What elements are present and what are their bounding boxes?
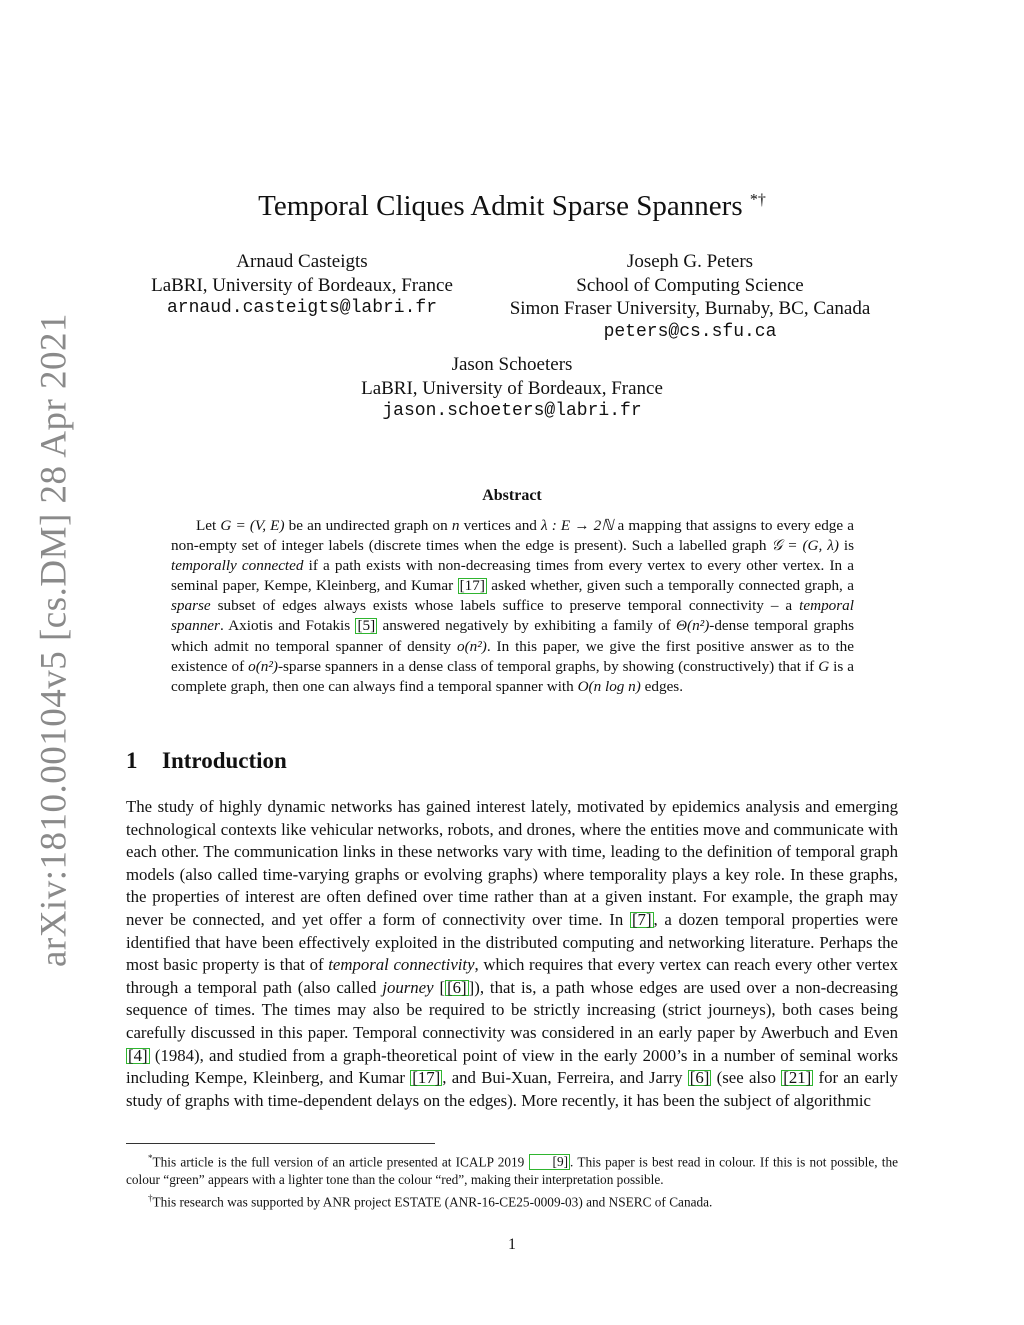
arxiv-identifier: arXiv:1810.00104v5 [cs.DM] 28 Apr 2021 xyxy=(33,312,75,968)
author-email[interactable]: jason.schoeters@labri.fr xyxy=(382,401,642,421)
citation-link[interactable]: [6] xyxy=(689,1068,710,1088)
math-expr: λ : E → 2ℕ xyxy=(541,517,614,534)
author-block-2 xyxy=(490,250,890,344)
citation-link[interactable]: [4] xyxy=(128,1045,148,1065)
footnote: †This research was supported by ANR project ESTATE (ANR-16-CE25-0009-03) and NSERC of Canada. xyxy=(148,1193,713,1210)
footnote-mark: † xyxy=(148,1193,153,1204)
emphasis: temporally connected xyxy=(171,557,304,575)
emphasis: temporal spanner xyxy=(171,597,854,635)
author-block-3 xyxy=(312,353,712,424)
title-footnote-marks: *† xyxy=(749,191,766,209)
section-title: Introduction xyxy=(162,748,287,773)
math-expr: n xyxy=(451,517,460,534)
math-expr: G = (V, E) xyxy=(220,517,285,534)
author-affiliation: LaBRI, University of Bordeaux, France xyxy=(361,377,663,399)
title-text: Temporal Cliques Admit Sparse Spanners xyxy=(258,190,743,222)
abstract-heading: Abstract xyxy=(482,487,542,504)
author-email[interactable]: peters@cs.sfu.ca xyxy=(603,321,777,342)
math-expr: Θ(n²) xyxy=(676,617,710,635)
math-expr: o(n²) xyxy=(248,657,278,675)
footnote: *This article is the full version of an article presented at ICALP 2019 [9] . This paper is best read in colour. If this is not possible, the colour “green” appears with a lighter tone than the colour “red”, making their interpretation possible. xyxy=(126,1153,898,1188)
citation-link[interactable]: [17] xyxy=(412,1068,441,1088)
footnote-mark: * xyxy=(148,1153,153,1163)
citation-link[interactable]: [6] xyxy=(447,977,467,997)
math-expr: o(n²) xyxy=(456,637,487,655)
emphasis: temporal connectivity xyxy=(328,955,475,975)
author-name: Joseph G. Peters xyxy=(626,251,754,272)
emphasis: sparse xyxy=(171,597,211,615)
author-email[interactable]: arnaud.casteigts@labri.fr xyxy=(166,298,438,318)
citation-link[interactable]: [17] xyxy=(459,577,485,595)
citation-link[interactable]: [9] xyxy=(529,1154,571,1170)
math-expr: 𝒢 = (G, λ) xyxy=(771,537,839,555)
citation-link[interactable]: [5] xyxy=(357,617,376,635)
paper-title xyxy=(0,190,1024,223)
section-heading xyxy=(126,748,287,774)
math-expr: G xyxy=(818,657,830,675)
author-block-1 xyxy=(142,250,462,321)
citation-link[interactable]: [7] xyxy=(631,909,652,929)
footnote-rule xyxy=(126,1143,435,1144)
page-number: 1 xyxy=(508,1236,516,1253)
author-name: Jason Schoeters xyxy=(451,354,573,375)
author-affiliation-2: Simon Fraser University, Burnaby, BC, Canada xyxy=(509,298,871,319)
introduction-paragraph: The study of highly dynamic networks has gained interest lately, motivated by epidemics analysis and emerging technological contexts like vehicular networks, robots, and drones, where the entities move and communicate with each other. The communication links in these networks vary with time, leading to the definition of temporal graph models (also called time-varying graphs or evolving graphs) where temporality plays a key role. In these graphs, the properties of interest are often defined over time rather than at a given instant. For example, the graph may never be connected, and yet offer a form of connectivity over time. In [7] , a dozen temporal properties were identified that have been effectively exploited in the distributed computing and networking literature. Perhaps the most basic property is that of temporal connectivity, which requires that every vertex can reach every other vertex through a temporal path (also called journey [ [6] ]), that is, a path whose edges are used over a non-decreasing sequence of times. The times may also be required to be strictly increasing (strict journeys), both cases being carefully discussed in this paper. Temporal connectivity was considered in an early paper by Awerbuch and Even [4] (1984), and studied from a graph-theoretical point of view in the early 2000’s in a number of seminal works including Kempe, Kleinberg, and Kumar [17] , and Bui-Xuan, Ferreira, and Jarry [6] (see also [21] for an early study of graphs with time-dependent delays on the edges). More recently, it has been the subject of algorithmic xyxy=(126,797,899,1110)
footnotes xyxy=(126,1149,898,1212)
citation-link[interactable]: [21] xyxy=(783,1068,812,1088)
author-affiliation: School of Computing Science xyxy=(576,274,804,296)
emphasis: journey xyxy=(382,977,434,997)
math-expr: O(n log n) xyxy=(577,677,641,695)
section-number: 1 xyxy=(126,748,138,773)
author-affiliation: LaBRI, University of Bordeaux, France xyxy=(151,274,453,296)
author-name: Arnaud Casteigts xyxy=(236,251,368,272)
abstract-body: Let G = (V, E) be an undirected graph on n vertices and λ : E → 2ℕ a mapping that assigns to every edge a non-empty set of integer labels (discrete times when the edge is present). Such a labelled graph 𝒢 = (G, λ) is temporally connected if a path exists with non-decreasing times from every vertex to every other vertex. In a seminal paper, Kempe, Kleinberg, and Kumar [17] asked whether, given such a temporally connected graph, a sparse subset of edges always exists whose labels suffice to preserve temporal connectivity – a temporal spanner. Axiotis and Fotakis [5] answered negatively by exhibiting a family of Θ(n²)-dense temporal graphs which admit no temporal spanner of density o(n²). In this paper, we give the first positive answer as to the existence of o(n²)-sparse spanners in a dense class of temporal graphs, by showing (constructively) that if G is a complete graph, then one can always find a temporal spanner with O(n log n) edges. xyxy=(171,517,855,695)
